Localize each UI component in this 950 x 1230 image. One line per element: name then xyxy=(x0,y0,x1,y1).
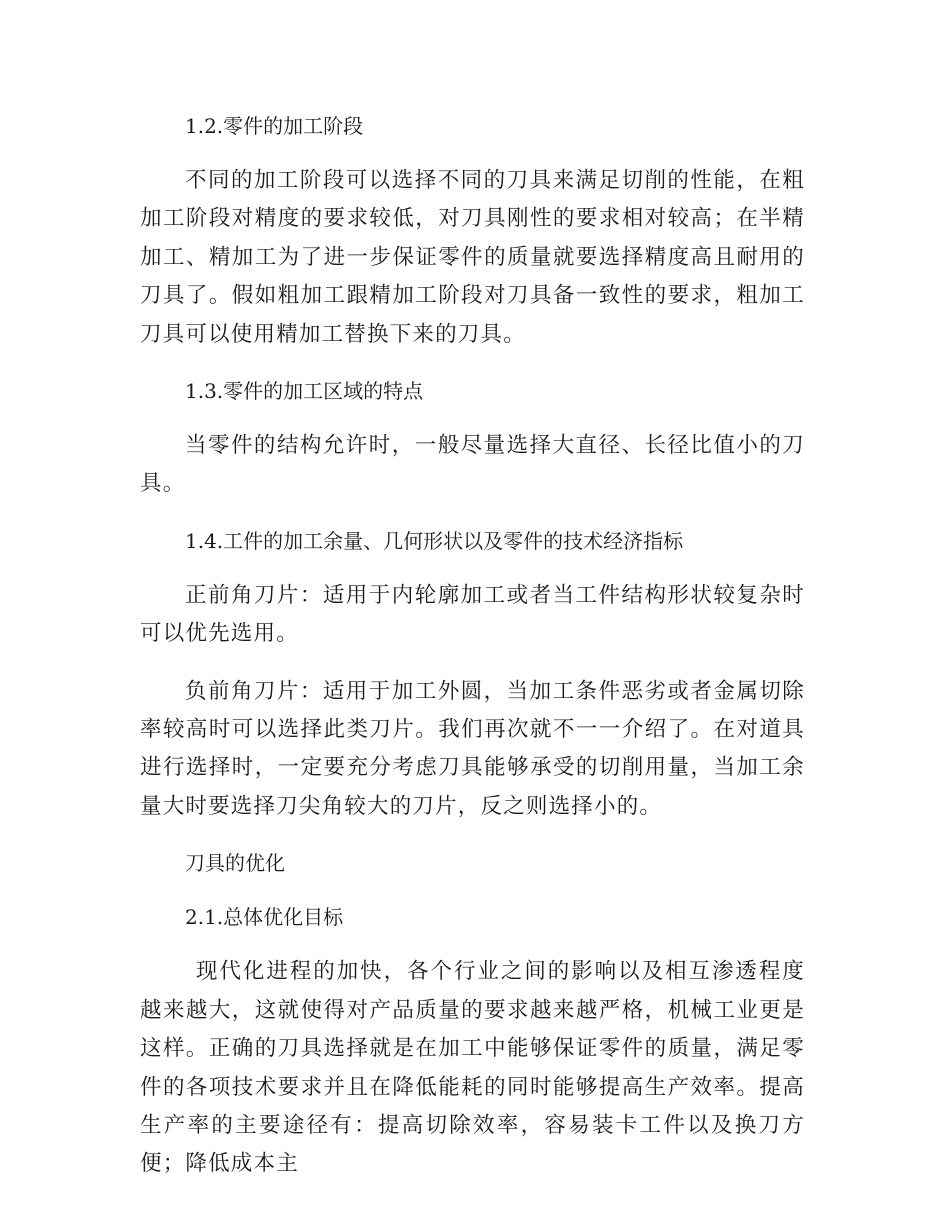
section-heading-1-2: 1.2.零件的加工阶段 xyxy=(185,114,364,138)
document-body xyxy=(140,108,805,1203)
section-heading-1-4: 1.4.工件的加工余量、几何形状以及零件的技术经济指标 xyxy=(185,528,684,553)
section-heading-1-3: 1.3.零件的加工区域的特点 xyxy=(185,379,424,404)
paragraph-machining-stages: 不同的加工阶段可以选择不同的刀具来满足切削的性能，在粗加工阶段对精度的要求较低，对刀具刚性的要求相对较高；在半精加工、精加工为了进一步保证零件的质量就要选择精度高且耐用的刀具了。假如粗加工跟精加工阶段对刀具备一致性的要求，粗加工刀具可以使用精加工替换下来的刀具。 xyxy=(140,168,805,347)
paragraph-negative-rake-insert: 负前角刀片：适用于加工外圆，当加工条件恶劣或者金属切除率较高时可以选择此类刀片。我们再次就不一一介绍了。在对道具进行选择时，一定要充分考虑刀具能够承受的切削用量，当加工余量大时要选择刀尖角较大的刀片，反之则选择小的。 xyxy=(140,678,805,819)
section-heading-tool-optimization: 刀具的优化 xyxy=(185,851,285,876)
paragraph-optimization-goals: 现代化进程的加快，各个行业之间的影响以及相互渗透程度越来越大，这就使得对产品质量的要求越来越严格，机械工业更是这样。正确的刀具选择就是在加工中能够保证零件的质量，满足零件的各项技术要求并且在降低能耗的同时能够提高生产效率。提高生产率的主要途径有：提高切除效率，容易装卡工件以及换刀方便；降低成本主 xyxy=(140,959,805,1177)
paragraph-positive-rake-insert: 正前角刀片：适用于内轮廓加工或者当工件结构形状较复杂时可以优先选用。 xyxy=(140,582,805,647)
paragraph-machining-area: 当零件的结构允许时，一般尽量选择大直径、长径比值小的刀具。 xyxy=(140,433,805,497)
section-heading-2-1: 2.1.总体优化目标 xyxy=(185,905,344,930)
